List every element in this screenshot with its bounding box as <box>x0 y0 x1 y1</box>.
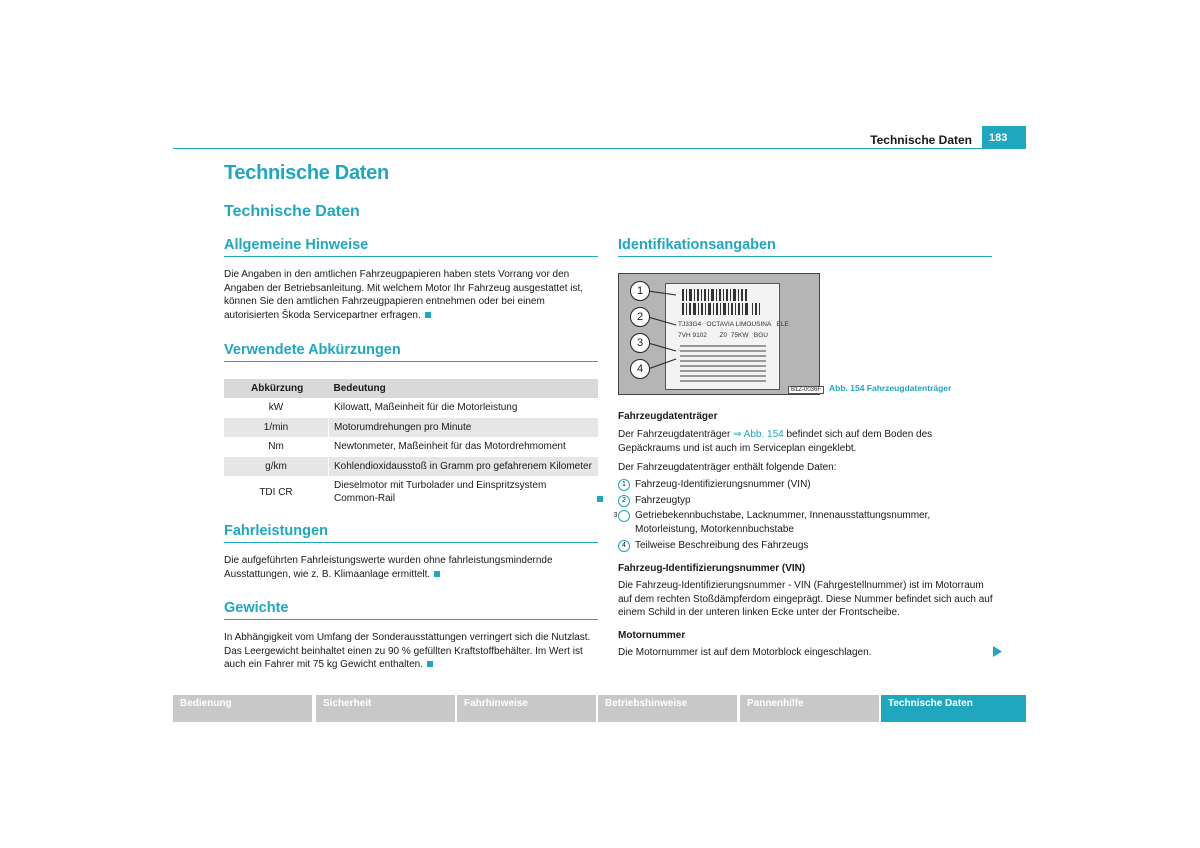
table-row <box>224 398 598 418</box>
identification-heading: Identifikationsangaben <box>618 237 992 257</box>
column-header-abbreviation: Abkürzung <box>224 379 329 398</box>
meaning-cell: Dieselmotor mit Turbolader und Einspritzsystem Common-Rail <box>329 476 599 508</box>
abbreviations-table <box>224 379 598 508</box>
data-carrier-label-illustration <box>665 283 789 390</box>
figure-code: B1Z-0036F <box>788 386 824 394</box>
table-row <box>224 476 598 508</box>
section-title: Technische Daten <box>224 203 360 220</box>
callout-4: 4 <box>630 359 650 379</box>
end-of-section-marker <box>434 571 440 577</box>
nav-tab-bedienung[interactable]: Bedienung <box>173 695 312 722</box>
general-notes-heading: Allgemeine Hinweise <box>224 237 598 257</box>
end-of-section-marker <box>427 661 433 667</box>
general-notes-text: Die Angaben in den amtlichen Fahrzeugpapieren haben stets Vorrang vor den Angaben der Betriebsanleitung. Mit welchem Motor Ihr Fahrzeug ausgestattet ist, können Sie den amtlichen Fahrzeugpapieren entnehmen oder bei einem autorisierten Škoda Servicepartner erfragen. <box>224 269 584 321</box>
vin-subheading: Fahrzeug-Identifizierungsnummer (VIN) <box>618 563 806 574</box>
engine-number-text: Die Motornummer ist auf dem Motorblock eingeschlagen. <box>618 647 872 658</box>
weights-text: In Abhängigkeit vom Umfang der Sonderausstattungen verringert sich die Nutzlast. Das Leergewicht beinhaltet einen zu 90 % gefüllten Kraftstoffbehälter. Im Wert ist auch ein Fahrer mit 75 kg Gewicht enthalten. <box>224 632 591 670</box>
meaning-cell: Motorumdrehungen pro Minute <box>329 418 599 438</box>
label-engine-line: 7VH 9102 Z0 75KW BGU <box>678 332 768 339</box>
abbreviation-cell: kW <box>268 402 284 414</box>
engine-number-subheading: Motornummer <box>618 630 686 641</box>
end-of-section-marker <box>597 496 603 502</box>
abbreviations-heading: Verwendete Abkürzungen <box>224 342 598 362</box>
nav-tab-fahrhinweise[interactable]: Fahrhinweise <box>457 695 596 722</box>
list-item: 1 Fahrzeug-Identifizierungsnummer (VIN) <box>618 478 994 492</box>
meaning-cell: Newtonmeter, Maßeinheit für das Motordrehmoment <box>329 437 599 457</box>
continue-arrow-icon <box>993 646 1002 657</box>
item-number: 2 <box>618 495 630 507</box>
nav-tab-betriebshinweise[interactable]: Betriebshinweise <box>598 695 737 722</box>
figure-caption: Abb. 154 Fahrzeugdatenträger <box>829 383 952 393</box>
nav-tab-sicherheit[interactable]: Sicherheit <box>316 695 455 722</box>
abbreviation-cell: TDI CR <box>259 486 293 498</box>
chapter-title: Technische Daten <box>224 162 389 184</box>
callout-1: 1 <box>630 281 650 301</box>
data-carrier-contains-text: Der Fahrzeugdatenträger enthält folgende Daten: <box>618 462 837 473</box>
vin-text: Die Fahrzeug-Identifizierungsnummer - VIN (Fahrgestellnummer) ist im Motorraum auf dem rechten Stoßdämpferdom eingeprägt. Diese Nummer befindet sich auch auf einem Schild in der unteren linken Ecke unter der Frontscheibe. <box>618 580 993 618</box>
abbreviation-cell: g/km <box>224 457 329 477</box>
callout-2: 2 <box>630 307 650 327</box>
page-number: 183 <box>982 126 1026 148</box>
label-vehicle-type-line: TJ33G4 OCTAVIA LIMOUSINA ELE <box>678 321 789 328</box>
end-of-section-marker <box>425 312 431 318</box>
item-number: 3 <box>618 510 630 522</box>
column-header-meaning: Bedeutung <box>329 379 599 398</box>
performance-heading: Fahrleistungen <box>224 523 598 543</box>
list-item: 2 Fahrzeugtyp <box>618 494 994 508</box>
meaning-cell: Kilowatt, Maßeinheit für die Motorleistung <box>329 398 599 418</box>
table-row <box>224 418 598 438</box>
abbreviation-cell: 1/min <box>224 418 329 438</box>
data-carrier-subheading: Fahrzeugdatenträger <box>618 411 718 422</box>
table-row <box>224 457 598 477</box>
running-header-title: Technische Daten <box>870 133 972 147</box>
weights-heading: Gewichte <box>224 600 598 620</box>
abbreviation-cell: Nm <box>268 441 284 453</box>
performance-text: Die aufgeführten Fahrleistungswerte wurden ohne fahrleistungsmindernde Ausstattungen, wie z. B. Klimaanlage ermittelt. <box>224 555 553 580</box>
item-number: 4 <box>618 540 630 552</box>
data-carrier-text: Der Fahrzeugdatenträger ⇒ Abb. 154 befindet sich auf dem Boden des Gepäckraums und ist auch im Serviceplan eingeklebt. <box>618 429 933 454</box>
item-number: 1 <box>618 479 630 491</box>
figure-reference-link[interactable]: ⇒ Abb. 154 <box>733 429 784 440</box>
meaning-cell: Kohlendioxidausstoß in Gramm pro gefahrenem Kilometer <box>329 457 599 477</box>
list-item: 4 Teilweise Beschreibung des Fahrzeugs <box>618 539 994 553</box>
nav-tab-technische-daten[interactable]: Technische Daten <box>881 695 1026 722</box>
list-item: 3 Getriebekennbuchstabe, Lacknummer, Innenausstattungsnummer, Motorleistung, Motorkennbuchstabe <box>613 510 931 535</box>
callout-3: 3 <box>630 333 650 353</box>
nav-tab-pannenhilfe[interactable]: Pannenhilfe <box>740 695 879 722</box>
header-rule <box>173 148 1026 149</box>
table-row <box>224 437 598 457</box>
